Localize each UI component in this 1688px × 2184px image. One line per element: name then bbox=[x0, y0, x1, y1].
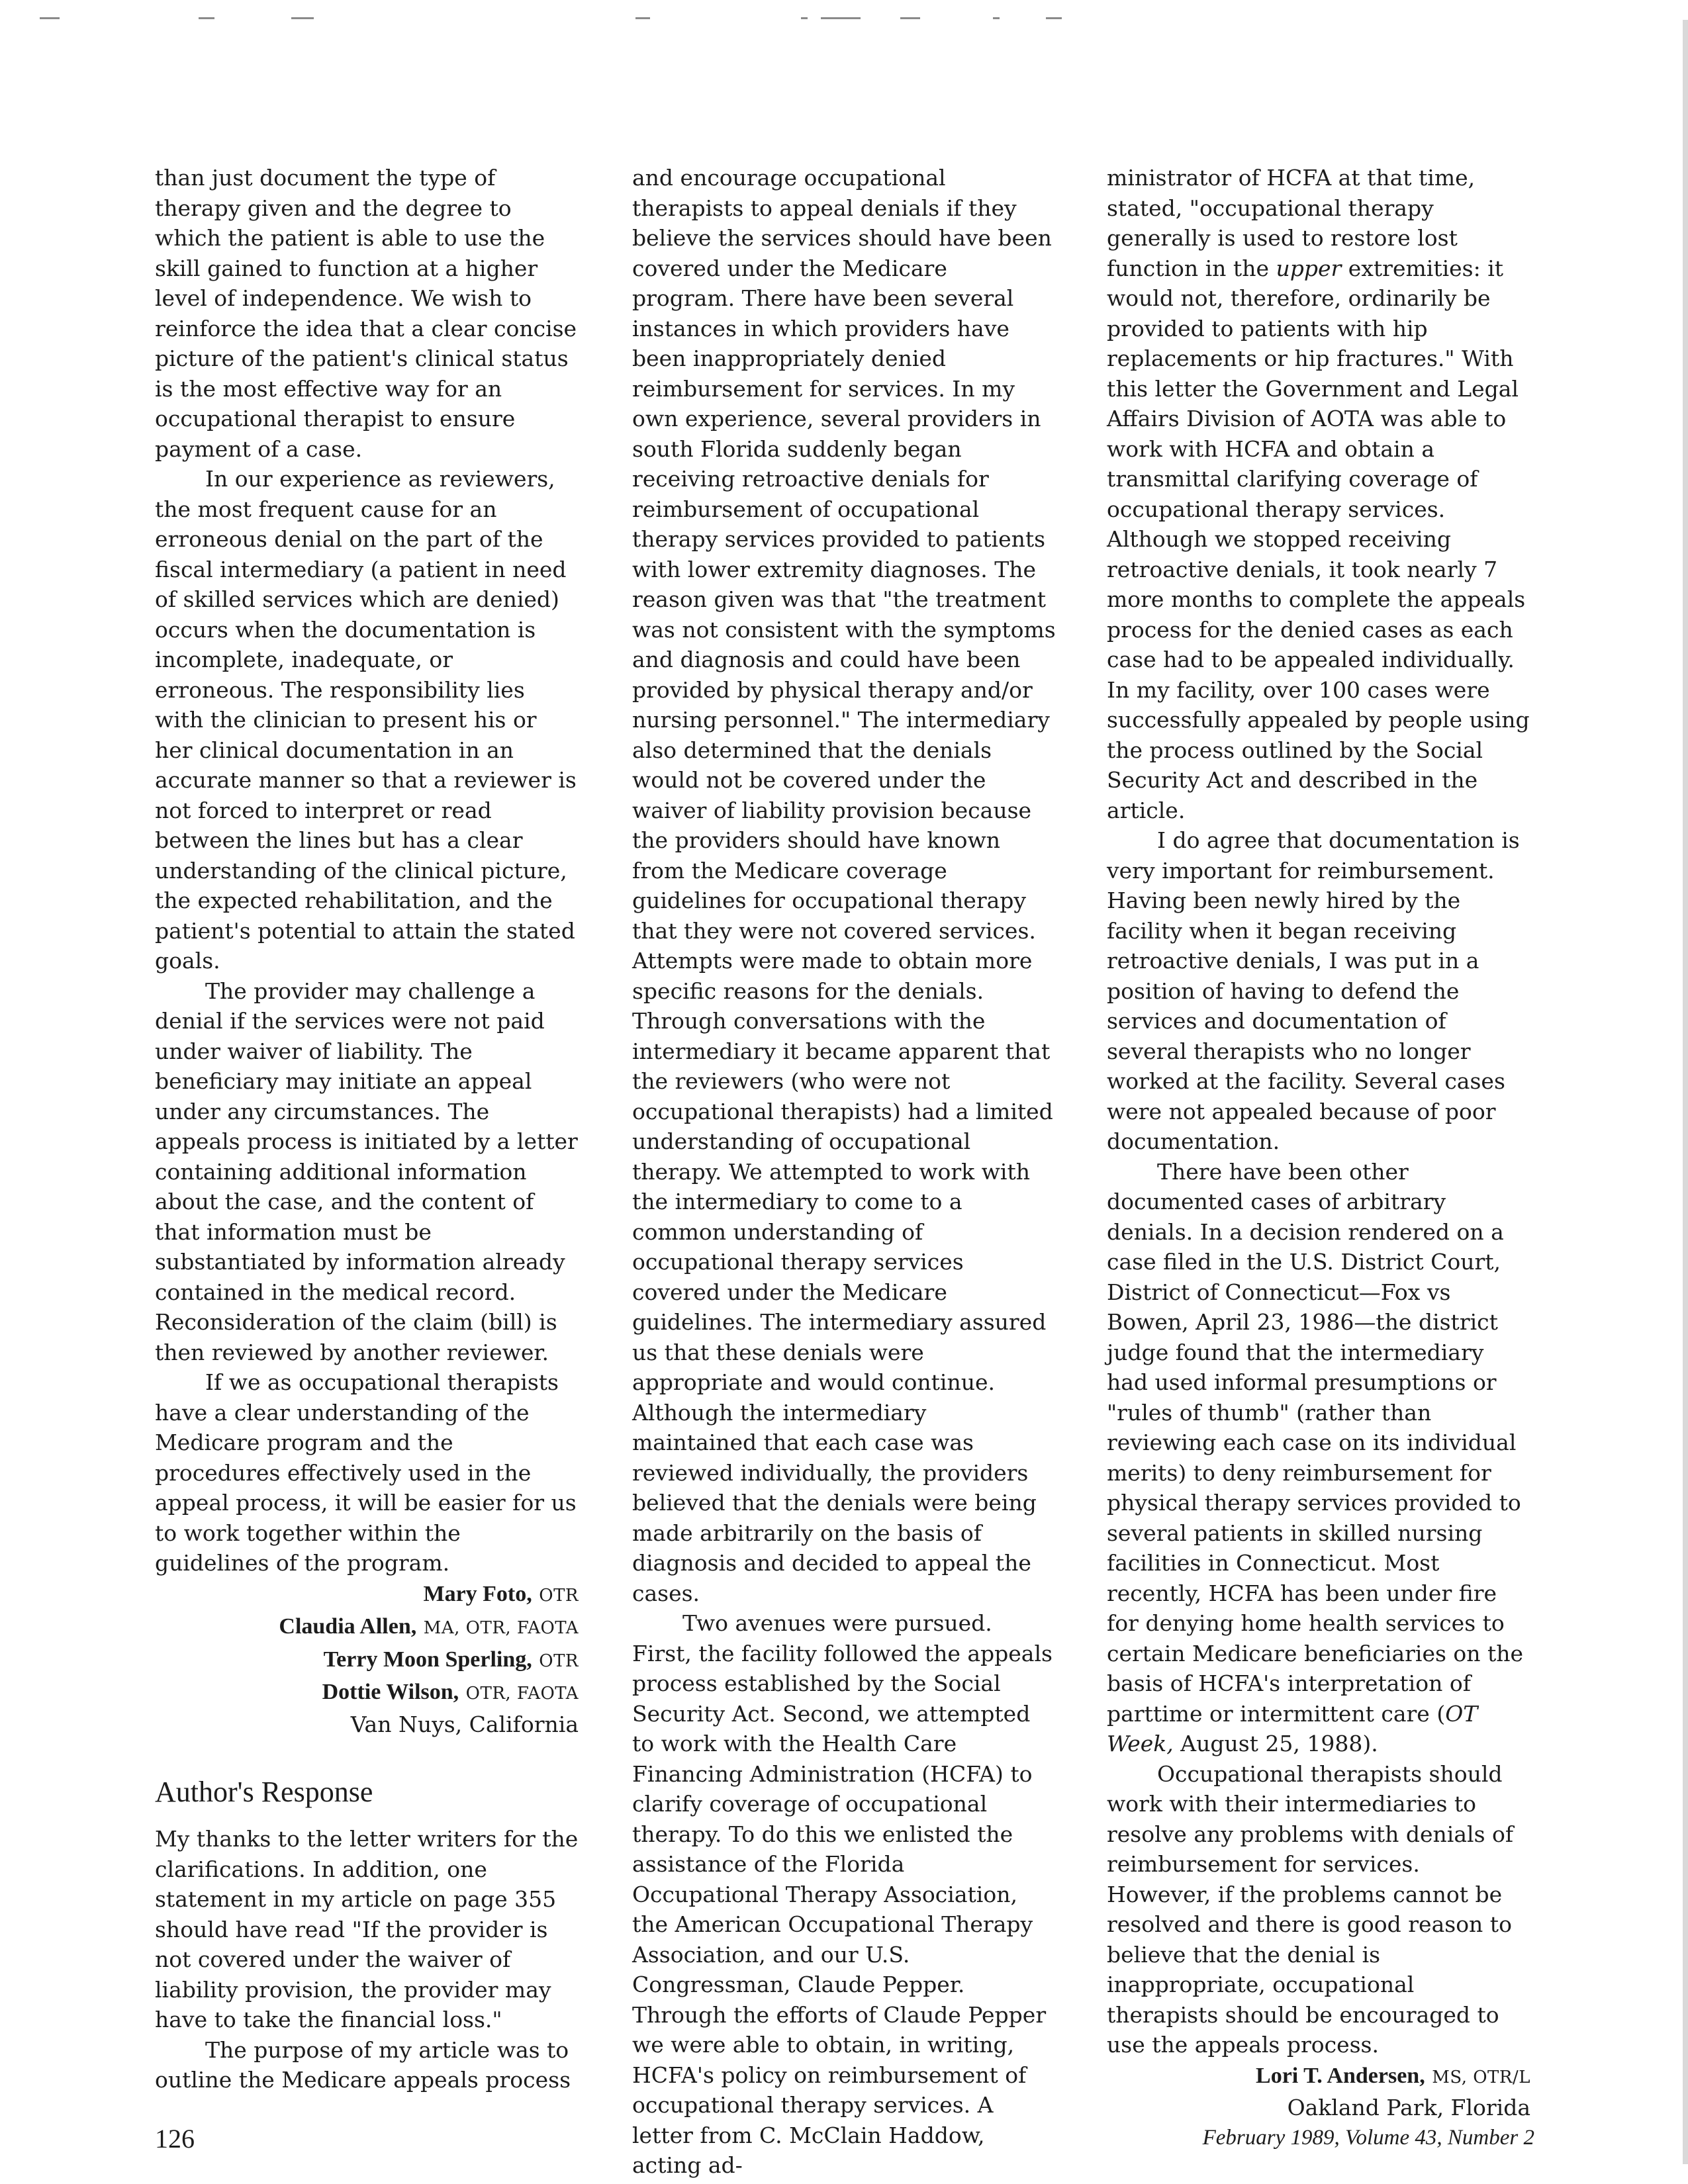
text-column-1 bbox=[155, 163, 579, 2095]
paragraph: than just document the type of therapy given and the degree to which the patient is able to use the skill gained to function at a higher level of independence. We wish to reinforce the idea that a clear concise picture of the patient's clinical status is the most effective way for an occupational therapist to ensure payment of a case. bbox=[155, 165, 577, 462]
paragraph: If we as occupational therapists have a clear understanding of the Medicare program and the procedures effectively used in the appeal process, it will be easier for us to work together within the guidelines of the program. bbox=[155, 1369, 577, 1576]
letter-signatures bbox=[155, 1578, 579, 1740]
paragraph: In our experience as reviewers, the most frequent cause for an erroneous denial on the part of the fiscal intermediary (a patient in need of skilled services which are denied) occurs when the documentation is incomplete, inadequate, or erroneous. The responsibility lies with the clinician to present his or her clinical documentation in an accurate manner so that a reviewer is not forced to interpret or read between the lines but has a clear understanding of the clinical picture, the expected rehabilitation, and the patient's potential to attain the stated goals. bbox=[155, 466, 577, 974]
signature-line: Mary Foto, OTR bbox=[423, 1581, 579, 1606]
signature-line: Terry Moon Sperling, OTR bbox=[323, 1647, 579, 1672]
signature-line: Lori T. Andersen, MS, OTR/L bbox=[1256, 2063, 1530, 2088]
paragraph: My thanks to the letter writers for the clarifications. In addition, one statement in my article on page 355 should have read "If the provider is not covered under the waiver of liability provision, the provider may have to take the financial loss." bbox=[155, 1826, 579, 2032]
paragraph: and encourage occupational therapists to appeal denials if they believe the services should have been covered under the Medicare program. There have been several instances in which providers have been inappropriately denied reimbursement for services. In my own experience, several providers in south Florida suddenly began receiving retroactive denials for reimbursement of occupational therapy services provided to patients with lower extremity diagnoses. The reason given was that "the treatment was not consistent with the symptoms and diagnosis and could have been provided by physical therapy and/or nursing personnel." The intermediary also determined that the denials would not be covered under the waiver of liability provision because the providers should have known from the Medicare coverage guidelines for occupational therapy that they were not covered services. Attempts were made to obtain more specific reasons for the denials. Through conversations with the intermediary it became apparent that the reviewers (who were not occupational therapists) had a limited understanding of occupational therapy. We attempted to work with the intermediary to come to a common understanding of occupational therapy services covered under the Medicare guidelines. The intermediary assured us that these denials were appropriate and would continue. Although the intermediary maintained that each case was reviewed individually, the providers believed that the denials were being made arbitrarily on the basis of diagnosis and decided to appeal the cases. bbox=[632, 165, 1056, 1606]
running-footer: February 1989, Volume 43, Number 2 bbox=[1202, 2126, 1534, 2150]
paragraph: The provider may challenge a denial if the services were not paid under waiver of liability. The beneficiary may initiate an appeal under any circumstances. The appeals process is initiated by a letter containing additional information about the case, and the content of that information must be substantiated by information already contained in the medical record. Reconsideration of the claim (bill) is then reviewed by another reviewer. bbox=[155, 978, 578, 1365]
signature-location: Oakland Park, Florida bbox=[1287, 2095, 1530, 2120]
paragraph: Two avenues were pursued. First, the facility followed the appeals process established by the Social Security Act. Second, we attempted to work with the Health Care Financing Administration (HCFA) to clarify coverage of occupational therapy. To do this we enlisted the assistance of the Florida Occupational Therapy Association, the American Occupational Therapy Association, and our U.S. Congressman, Claude Pepper. Through the efforts of Claude Pepper we were able to obtain, in writing, HCFA's policy on reimbursement of occupational therapy services. A letter from C. McClain Haddow, acting ad- bbox=[632, 1610, 1053, 2178]
text-column-3 bbox=[1107, 163, 1530, 2123]
page-number: 126 bbox=[155, 2124, 195, 2154]
paragraph: The purpose of my article was to outline the Medicare appeals process bbox=[155, 2036, 571, 2093]
paragraph: There have been other documented cases of arbitrary denials. In a decision rendered on a case filed in the U.S. District Court, District of Connecticut—Fox vs Bowen, April 23, 1986—the district judge found that the intermediary had used informal presumptions or "rules of thumb" (rather than reviewing each case on its individual merits) to deny reimbursement for physical therapy services provided to several patients in skilled nursing facilities in Connecticut. Most recently, HCFA has been under fire for denying home health services to certain Medicare beneficiaries on the basis of HCFA's interpretation of parttime or intermittent care (OT Week, August 25, 1988). bbox=[1107, 1158, 1524, 1756]
text-column-2 bbox=[632, 163, 1056, 2181]
section-heading: Author's Response bbox=[155, 1776, 373, 1808]
paragraph: Occupational therapists should work with their intermediaries to resolve any problems with denials of reimbursement for services. However, if the problems cannot be resolved and there is good reason to believe that the denial is inappropriate, occupational therapists should be encouraged to use the appeals process. bbox=[1107, 1760, 1514, 2058]
scan-artifact-marks bbox=[40, 17, 1165, 21]
signature-line: Claudia Allen, MA, OTR, FAOTA bbox=[279, 1614, 579, 1639]
signature-location: Van Nuys, California bbox=[350, 1711, 579, 1737]
page-edge-shadow bbox=[1683, 20, 1688, 2164]
paragraph: ministrator of HCFA at that time, stated, "occupational therapy generally is used to restore lost function in the upper extremities: it would not, therefore, ordinarily be provided to patients with hip replacements or hip fractures." With this letter the Government and Legal Affairs Division of AOTA was able to work with HCFA and obtain a transmittal clarifying coverage of occupational therapy services. Although we stopped receiving retroactive denials, it took nearly 7 more months to complete the appeals process for the denied cases as each case had to be appealed individually. In my facility, over 100 cases were successfully appealed by people using the process outlined by the Social Security Act and described in the article. bbox=[1107, 165, 1530, 823]
signature-line: Dottie Wilson, OTR, FAOTA bbox=[322, 1680, 579, 1704]
paragraph: I do agree that documentation is very important for reimbursement. Having been newly hired by the facility when it began receiving retroactive denials, I was put in a position of having to defend the services and documentation of several therapists who no longer worked at the facility. Several cases were not appealed because of poor documentation. bbox=[1107, 827, 1520, 1154]
response-signature bbox=[1107, 2060, 1530, 2123]
